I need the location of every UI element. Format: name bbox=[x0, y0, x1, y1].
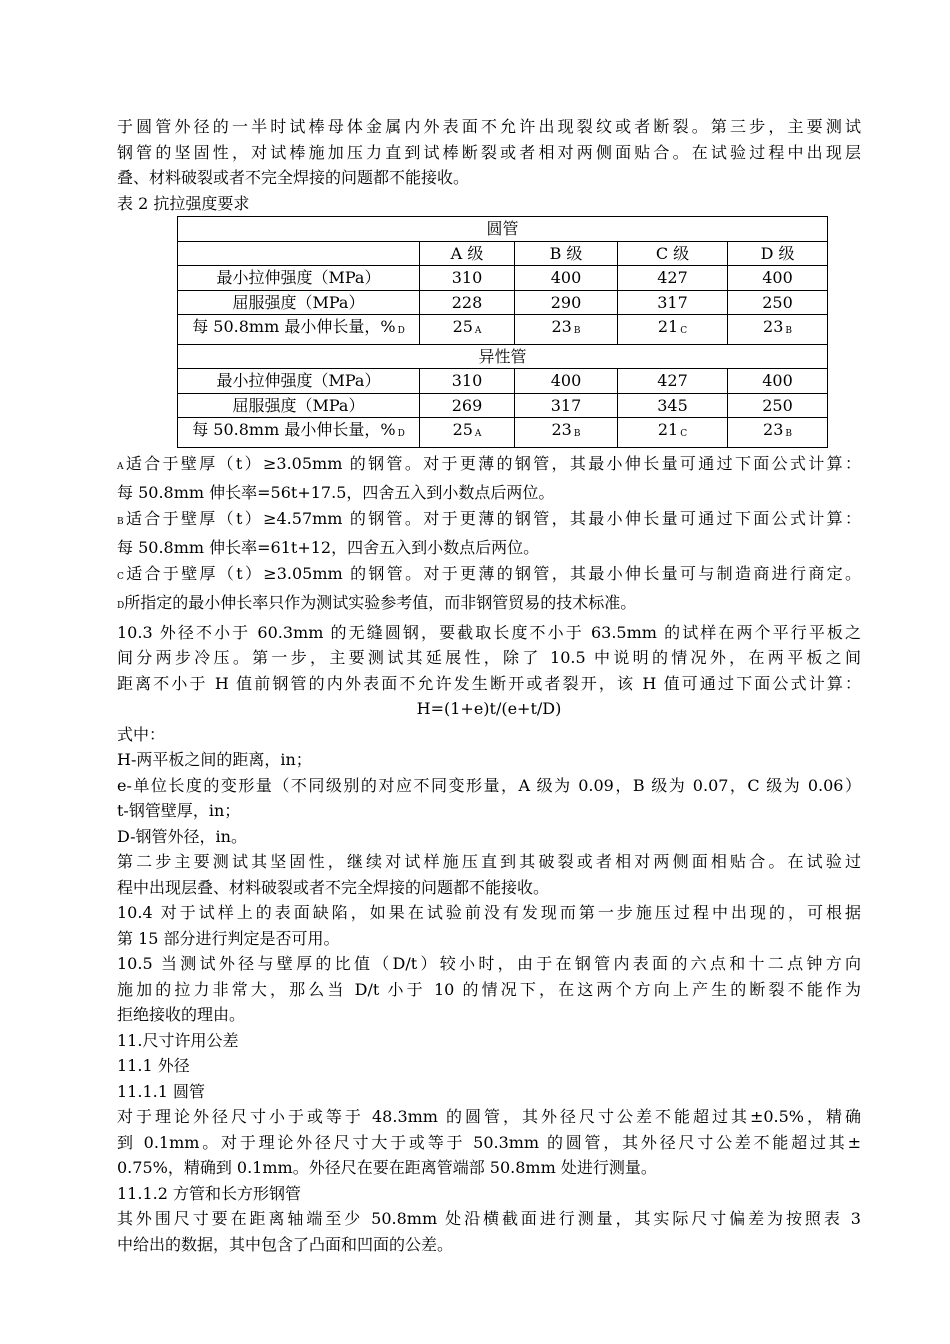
footnote-d bbox=[117, 590, 861, 620]
table-cell bbox=[420, 393, 515, 418]
cell-value: 250 bbox=[762, 395, 793, 415]
intro-line: 于圆管外径的一半时试棒母体金属内外表面不允许出现裂纹或者断裂。第三步，主要测试 bbox=[117, 117, 861, 136]
section-11-1-1-line: 0.75%，精确到 0.1mm。外径尺在要在距离管端部 50.8mm 处进行测量。 bbox=[117, 1158, 657, 1177]
definition-e: e-单位长度的变形量（不同级别的对应不同变形量，A 级为 0.09，B 级为 0.07，C 级为 0.06） bbox=[117, 775, 861, 795]
table-row-label bbox=[178, 290, 420, 315]
section-11-1-1-line: 对于理论外径尺寸小于或等于 48.3mm 的圆管，其外径尺寸公差不能超过其±0.5%，精确 bbox=[117, 1107, 861, 1126]
table-cell bbox=[515, 393, 618, 418]
footnote-mark: A bbox=[117, 461, 124, 472]
table-caption: 表 2 抗拉强度要求 bbox=[117, 193, 250, 213]
cell-value: 23 bbox=[551, 420, 572, 439]
footnote-text: 适合于壁厚（t）≥3.05mm 的钢管。对于更薄的钢管，其最小伸长量可通过下面公式计算： bbox=[123, 453, 861, 473]
footnote-mark: C bbox=[117, 571, 124, 582]
table-cell bbox=[515, 266, 618, 291]
table-row-label bbox=[178, 369, 420, 394]
section-11-1-heading: 11.1 外径 bbox=[117, 1056, 190, 1075]
footnote-mark: D bbox=[117, 601, 125, 611]
cell-value: 269 bbox=[451, 395, 483, 415]
table-row bbox=[178, 315, 828, 345]
step2-line: 程中出现层叠、材料破裂或者不完全焊接的问题都不能接收。 bbox=[117, 877, 550, 897]
table-cell bbox=[618, 369, 728, 394]
cell-value: 250 bbox=[762, 292, 793, 312]
footnote-mark: B bbox=[573, 326, 581, 336]
table-cell bbox=[618, 266, 728, 291]
cell-value: 400 bbox=[762, 371, 793, 390]
table-row-label bbox=[178, 266, 420, 291]
table-row bbox=[178, 369, 828, 394]
footnote-mark: B bbox=[117, 516, 124, 527]
definition-d: D-钢管外径，in。 bbox=[117, 826, 247, 846]
table-cell bbox=[728, 315, 828, 345]
section-10-5-line: 10.5 当测试外径与壁厚的比值（D/t）较小时，由于在钢管内表面的六点和十二点钟方向 bbox=[117, 954, 861, 973]
table-cell bbox=[728, 290, 828, 315]
section-11-1-1-line: 到 0.1mm。对于理论外径尺寸大于或等于 50.3mm 的圆管，其外径尺寸公差不能超过其± bbox=[117, 1132, 861, 1152]
footnote-mark: C bbox=[680, 429, 688, 439]
footnote-b bbox=[117, 506, 861, 536]
row-label-text: 屈服强度（MPa） bbox=[232, 395, 365, 415]
table-row bbox=[178, 418, 828, 448]
cell-value: 290 bbox=[550, 292, 582, 312]
section-11-1-1-heading: 11.1.1 圆管 bbox=[117, 1081, 205, 1101]
footnote-mark: A bbox=[474, 429, 482, 439]
table-cell bbox=[728, 393, 828, 418]
footnote-text: 适合于壁厚（t）≥4.57mm 的钢管。对于更薄的钢管，其最小伸长量可通过下面公式计算： bbox=[123, 508, 861, 528]
footnote-a-cont: 每 50.8mm 伸长率=56t+17.5，四舍五入到小数点后两位。 bbox=[117, 483, 555, 502]
footnote-mark: D bbox=[397, 326, 405, 336]
footnote-text: 所指定的最小伸长率只作为测试实验参考值，而非钢管贸易的技术标准。 bbox=[124, 593, 637, 612]
section-11-heading: 11.尺寸许用公差 bbox=[117, 1030, 239, 1050]
tensile-strength-table bbox=[177, 216, 828, 448]
cell-value: 400 bbox=[550, 268, 582, 287]
table-cell bbox=[618, 418, 728, 448]
cell-value: 427 bbox=[657, 371, 688, 390]
cell-value: 345 bbox=[657, 395, 688, 415]
cell-value: 23 bbox=[763, 420, 784, 439]
table-section-title: 异性管 bbox=[178, 344, 828, 369]
table-cell bbox=[515, 369, 618, 394]
cell-value: 317 bbox=[657, 292, 688, 312]
table-cell bbox=[420, 290, 515, 315]
table-cell bbox=[728, 418, 828, 448]
section-10-3-line: 10.3 外径不小于 60.3mm 的无缝圆钢，要截取长度不小于 63.5mm 的试样在两个平行平板之 bbox=[117, 622, 861, 642]
section-10-5-line: 施加的拉力非常大，那么当 D/t 小于 10 的情况下，在这两个方向上产生的断裂不能作为 bbox=[117, 979, 861, 999]
section-10-5-line: 拒绝接收的理由。 bbox=[117, 1005, 246, 1024]
where-label: 式中： bbox=[117, 724, 166, 744]
formula: H=(1+e)t/(e+t/D) bbox=[416, 699, 562, 718]
definition-t: t-钢管壁厚，in； bbox=[117, 801, 241, 820]
footnote-a bbox=[117, 451, 861, 481]
cell-value: 310 bbox=[451, 371, 483, 390]
table-row bbox=[178, 393, 828, 418]
intro-line: 钢管的坚固性，对试棒施加压力直到试棒断裂或者相对两侧面贴合。在试验过程中出现层 bbox=[117, 142, 861, 162]
cell-value: 228 bbox=[451, 292, 483, 312]
table-cell bbox=[728, 369, 828, 394]
footnote-text: 适合于壁厚（t）≥3.05mm 的钢管。对于更薄的钢管，其最小伸长量可与制造商进行商定。 bbox=[123, 563, 861, 583]
cell-value: 21 bbox=[657, 317, 679, 336]
table-cell bbox=[515, 290, 618, 315]
cell-value: 310 bbox=[451, 268, 483, 287]
table-row bbox=[178, 290, 828, 315]
table-header-cell: C 级 bbox=[618, 241, 728, 266]
table-header-row bbox=[178, 241, 828, 266]
cell-value: 317 bbox=[550, 395, 582, 415]
table-cell bbox=[420, 315, 515, 345]
table-cell bbox=[420, 266, 515, 291]
table-section-row bbox=[178, 344, 828, 369]
table-cell bbox=[420, 369, 515, 394]
footnote-mark: C bbox=[680, 326, 688, 336]
table-cell bbox=[515, 315, 618, 345]
cell-value: 25 bbox=[452, 317, 473, 336]
table-header-cell bbox=[178, 241, 420, 266]
row-label-text: 每 50.8mm 最小伸长量，% bbox=[192, 420, 396, 439]
footnote-mark: B bbox=[785, 429, 793, 439]
cell-value: 21 bbox=[657, 420, 679, 439]
table-section-title: 圆管 bbox=[178, 217, 828, 242]
footnote-c bbox=[117, 561, 861, 591]
table-cell bbox=[618, 393, 728, 418]
row-label-text: 最小拉伸强度（MPa） bbox=[216, 268, 381, 287]
section-10-3-line: 间分两步冷压。第一步，主要测试其延展性，除了 10.5 中说明的情况外，在两平板之间 bbox=[117, 648, 861, 667]
cell-value: 23 bbox=[551, 317, 572, 336]
cell-value: 25 bbox=[452, 420, 473, 439]
cell-value: 400 bbox=[762, 268, 793, 287]
row-label-text: 最小拉伸强度（MPa） bbox=[216, 371, 381, 390]
footnote-b-cont: 每 50.8mm 伸长率=61t+12，四舍五入到小数点后两位。 bbox=[117, 538, 540, 557]
definition-h: H-两平板之间的距离，in； bbox=[117, 750, 312, 769]
footnote-mark: A bbox=[474, 326, 482, 336]
section-10-4-line: 10.4 对于试样上的表面缺陷，如果在试验前没有发现而第一步施压过程中出现的，可根据 bbox=[117, 903, 861, 922]
section-10-4-line: 第 15 部分进行判定是否可用。 bbox=[117, 928, 340, 948]
table-header-cell: D 级 bbox=[728, 241, 828, 266]
table-row-label bbox=[178, 418, 420, 448]
table-row bbox=[178, 266, 828, 291]
table-row-label bbox=[178, 315, 420, 345]
table-header-cell: B 级 bbox=[515, 241, 618, 266]
footnote-mark: B bbox=[785, 326, 793, 336]
step2-line: 第二步主要测试其坚固性，继续对试样施压直到其破裂或者相对两侧面相贴合。在试验过 bbox=[117, 852, 861, 871]
section-11-1-2-heading: 11.1.2 方管和长方形钢管 bbox=[117, 1183, 301, 1203]
table-header-cell: A 级 bbox=[420, 241, 515, 266]
table-cell bbox=[618, 290, 728, 315]
row-label-text: 每 50.8mm 最小伸长量，% bbox=[192, 317, 396, 336]
section-10-3-line: 距离不小于 H 值前钢管的内外表面不允许发生断开或者裂开，该 H 值可通过下面公式计算： bbox=[117, 673, 861, 693]
row-label-text: 屈服强度（MPa） bbox=[232, 292, 365, 312]
section-11-1-2-line: 中给出的数据，其中包含了凸面和凹面的公差。 bbox=[117, 1234, 454, 1254]
document-page bbox=[117, 114, 861, 1257]
cell-value: 427 bbox=[657, 268, 688, 287]
table-cell bbox=[728, 266, 828, 291]
cell-value: 400 bbox=[550, 371, 582, 390]
table-section-row bbox=[178, 217, 828, 242]
table-row-label bbox=[178, 393, 420, 418]
section-11-1-2-line: 其外围尺寸要在距离轴端至少 50.8mm 处沿横截面进行测量，其实际尺寸偏差为按照表 3 bbox=[117, 1209, 861, 1228]
footnote-mark: D bbox=[397, 429, 405, 439]
footnote-mark: B bbox=[573, 429, 581, 439]
table-cell bbox=[515, 418, 618, 448]
table-cell bbox=[420, 418, 515, 448]
table-cell bbox=[618, 315, 728, 345]
intro-line: 叠、材料破裂或者不完全焊接的问题都不能接收。 bbox=[117, 168, 470, 187]
cell-value: 23 bbox=[763, 317, 784, 336]
